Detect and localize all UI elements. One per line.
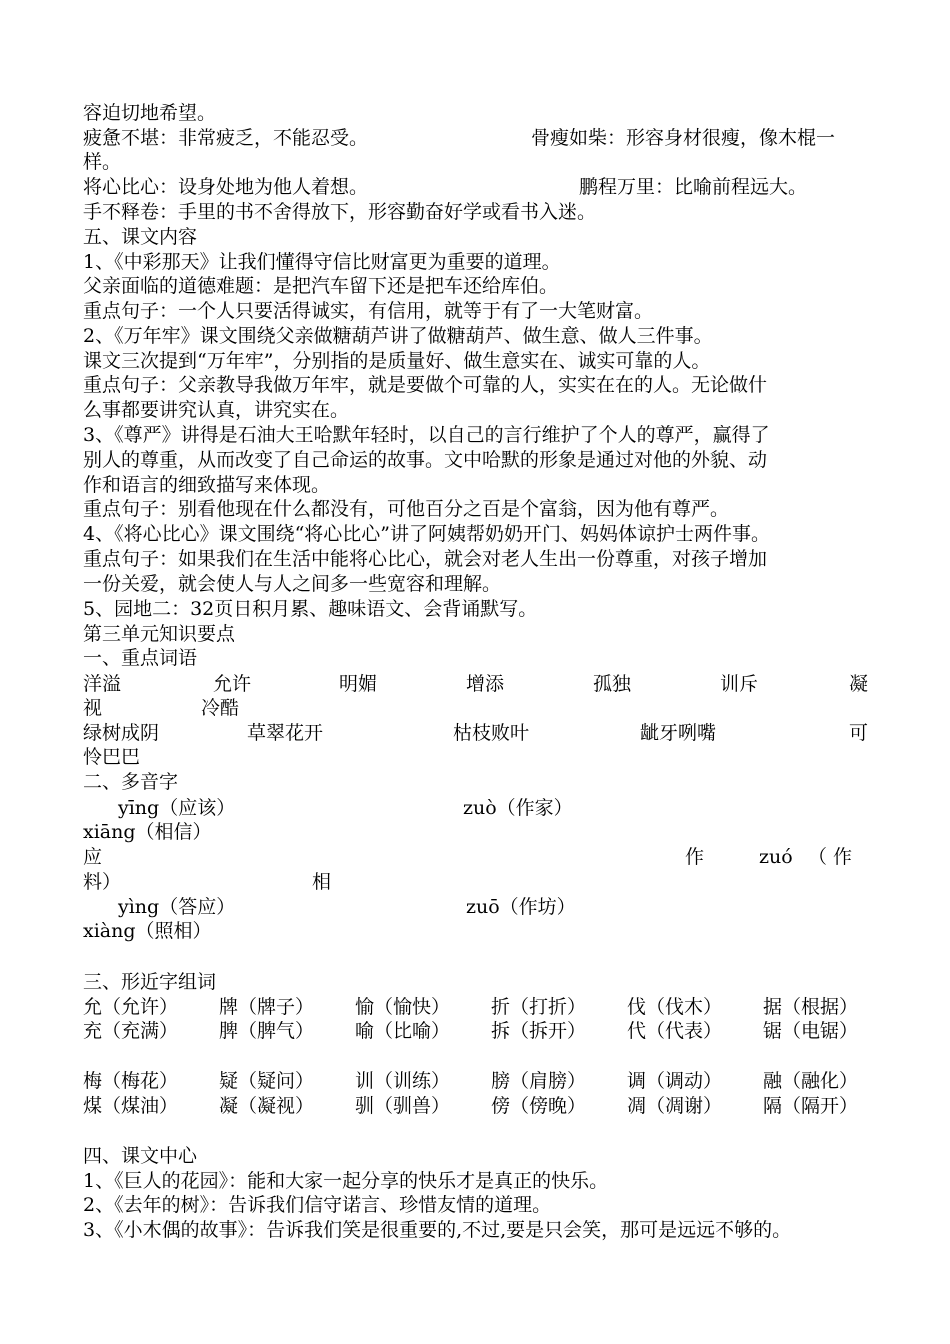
content-line: 作和语言的细致描写来体现。 [83, 474, 331, 496]
polyphone-reading: xiāng（相信） [83, 821, 212, 843]
polyphone-reading: （ 作 [808, 846, 853, 868]
similar-word: 煤（煤油） [83, 1095, 179, 1117]
section-heading-similar: 三、形近字组词 [83, 971, 217, 993]
idiom-gushou-wrap: 样。 [83, 151, 122, 173]
polyphone-char: 相 [312, 871, 332, 893]
content-line: 一份关爱，就会使人与人之间多一些宽容和理解。 [83, 573, 502, 595]
content-line: 重点句子：别看他现在什么都没有，可他百分之百是个富翁，因为他有尊严。 [83, 498, 730, 520]
vocab-word: 冷酷 [201, 697, 240, 719]
vocab-word: 洋溢 [83, 673, 122, 695]
similar-word: 据（根据） [763, 996, 859, 1018]
idiom-jiangxin: 将心比心：设身处地为他人着想。 [83, 176, 369, 198]
section-heading-vocab: 一、重点词语 [83, 647, 198, 669]
center-line: 3、《小木偶的故事》：告诉我们笑是很重要的,不过,要是只会笑，那可是远远不够的。 [83, 1219, 792, 1241]
similar-word: 代（代表） [627, 1020, 723, 1042]
content-line: 1、《中彩那天》让我们懂得守信比财富更为重要的道理。 [83, 251, 561, 273]
section-heading-center: 四、课文中心 [83, 1145, 198, 1167]
vocab-row-wrap [83, 696, 873, 720]
similar-row [83, 995, 873, 1019]
vocab-word: 枯枝败叶 [453, 722, 530, 744]
similar-word: 锯（电锯） [763, 1020, 859, 1042]
idiom-pibei: 疲惫不堪：非常疲乏，不能忍受。 [83, 127, 369, 149]
polyphone-reading: 料） [83, 871, 122, 893]
vocab-word: 明媚 [339, 673, 378, 695]
idiom-pengcheng: 鹏程万里：比喻前程远大。 [579, 176, 808, 198]
similar-word: 膀（肩膀） [491, 1070, 587, 1092]
idiom-gushou: 骨瘦如柴：形容身材很瘦，像木棍一 [531, 127, 836, 149]
vocab-word: 可 [849, 722, 869, 744]
content-line: 么事都要讲究认真，讲究实在。 [83, 399, 350, 421]
polyphone-char: 应 [83, 846, 103, 868]
idiom-shoubu: 手不释卷：手里的书不舍得放下，形容勤奋好学或看书入迷。 [83, 201, 597, 223]
similar-word: 训（训练） [355, 1070, 451, 1092]
section-heading-content: 五、课文内容 [83, 226, 198, 248]
similar-word: 融（融化） [763, 1070, 859, 1092]
similar-word: 驯（驯兽） [355, 1095, 451, 1117]
polyphone-reading: xiàng（照相） [83, 920, 212, 942]
content-line: 5、园地二：32页日积月累、趣味语文、会背诵默写。 [83, 598, 538, 620]
vocab-word: 增添 [466, 673, 505, 695]
vocab-row [83, 672, 873, 696]
vocab-row [83, 721, 873, 745]
similar-row [83, 1069, 873, 1093]
content-line: 2、《万年牢》课文围绕父亲做糖葫芦讲了做糖葫芦、做生意、做人三件事。 [83, 325, 713, 347]
vocab-word: 草翠花开 [247, 722, 324, 744]
vocab-word: 凝 [849, 673, 869, 695]
similar-word: 调（调动） [627, 1070, 723, 1092]
similar-word: 折（打折） [491, 996, 587, 1018]
similar-word: 牌（牌子） [219, 996, 315, 1018]
similar-word: 梅（梅花） [83, 1070, 179, 1092]
similar-word: 脾（脾气） [219, 1020, 315, 1042]
unit-title: 第三单元知识要点 [83, 623, 236, 645]
content-line: 别人的尊重，从而改变了自己命运的故事。文中哈默的形象是通过对他的外貌、动 [83, 449, 768, 471]
polyphone-reading: zuō（作坊） [466, 896, 576, 918]
polyphone-reading: zuó [759, 846, 793, 868]
content-line: 4、《将心比心》课文围绕“将心比心”讲了阿姨帮奶奶开门、妈妈体谅护士两件事。 [83, 523, 771, 545]
vocab-word: 孤独 [593, 673, 632, 695]
similar-word: 凝（凝视） [219, 1095, 315, 1117]
idiom-line-1: 容迫切地希望。 [83, 102, 217, 124]
similar-row [83, 1094, 873, 1118]
similar-word: 隔（隔开） [763, 1095, 859, 1117]
content-line: 课文三次提到“万年牢”，分别指的是质量好、做生意实在、诚实可靠的人。 [83, 350, 711, 372]
similar-word: 疑（疑问） [219, 1070, 315, 1092]
vocab-word: 视 [83, 697, 103, 719]
content-line: 重点句子：如果我们在生活中能将心比心，就会对老人生出一份尊重，对孩子增加 [83, 548, 768, 570]
similar-word: 充（充满） [83, 1020, 179, 1042]
similar-word: 伐（伐木） [627, 996, 723, 1018]
similar-row [83, 1019, 873, 1043]
vocab-word: 训斥 [720, 673, 759, 695]
similar-word: 凋（凋谢） [627, 1095, 723, 1117]
polyphone-reading: zuò（作家） [463, 797, 573, 819]
vocab-word: 龇牙咧嘴 [640, 722, 717, 744]
polyphone-char: 作 [685, 846, 705, 868]
similar-word: 允（允许） [83, 996, 179, 1018]
center-line: 1、《巨人的花园》：能和大家一起分享的快乐才是真正的快乐。 [83, 1170, 609, 1192]
content-line: 父亲面临的道德难题：是把汽车留下还是把车还给库伯。 [83, 275, 559, 297]
content-line: 3、《尊严》讲得是石油大王哈默年轻时，以自己的言行维护了个人的尊严，赢得了 [83, 424, 770, 446]
similar-word: 傍（傍晚） [491, 1095, 587, 1117]
similar-word: 拆（拆开） [491, 1020, 587, 1042]
similar-word: 喻（比喻） [355, 1020, 451, 1042]
vocab-word: 绿树成阴 [83, 722, 160, 744]
vocab-word: 允许 [213, 673, 252, 695]
center-line: 2、《去年的树》：告诉我们信守诺言、珍惜友情的道理。 [83, 1194, 552, 1216]
section-heading-polyphone: 二、多音字 [83, 771, 179, 793]
content-line: 重点句子：一个人只要活得诚实，有信用，就等于有了一大笔财富。 [83, 300, 654, 322]
polyphone-reading: yìng（答应） [118, 896, 236, 918]
content-line: 重点句子：父亲教导我做万年牢，就是要做个可靠的人，实实在在的人。无论做什 [83, 374, 768, 396]
polyphone-reading: yīng（应该） [118, 797, 236, 819]
vocab-word: 怜巴巴 [83, 746, 141, 768]
similar-word: 愉（愉快） [355, 996, 451, 1018]
